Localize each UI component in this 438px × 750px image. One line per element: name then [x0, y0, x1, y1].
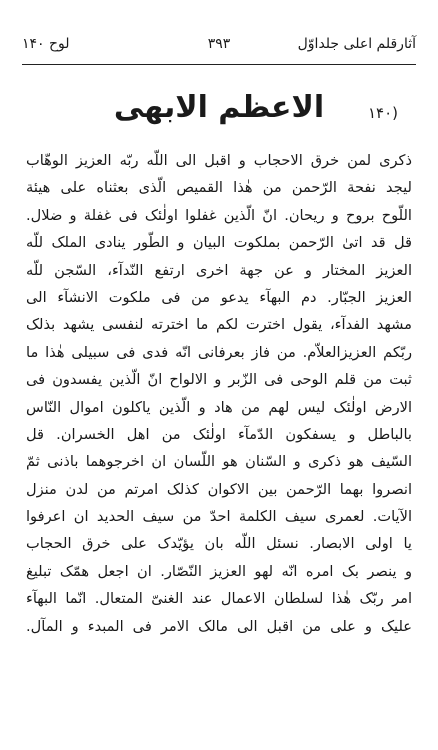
- tablet-title: الاعظم الابهی: [113, 90, 325, 125]
- tablet-body: [26, 147, 412, 640]
- text-line: امر ربّک هٰذا لسلطان الاعمال عند الغنیّ المتعال. انّما البهآء: [26, 590, 412, 608]
- text-line: انصروا بهما الرّحمن بین الاکوان کذلک امرتم من لدن منزل: [26, 480, 412, 498]
- book-title: آثارقلم اعلی جلداوّل: [297, 36, 416, 52]
- tablet-heading: [22, 90, 416, 136]
- header-rule: [22, 64, 416, 65]
- text-line: ربّکم العزیزالعلاّم. من فاز بعرفانی انّه فدی فی سبیلی هٰذا ما: [26, 343, 412, 361]
- tablet-number: (۱۴۰: [367, 104, 398, 122]
- text-line: لیجد نفحة الرّحمن من هٰذا القمیص الّذی بعثناه علی هیئة: [26, 179, 412, 197]
- text-line: قل قد اتیٰ الرّحمن بملکوت البیان و الطّور ینادی الملک للّه: [26, 234, 412, 252]
- text-line: العزیز الجبّار. دم البهآء یدعو من فی ملکوت الانشآء الی: [26, 288, 412, 306]
- text-line: و ینصر بک امره انّه لهو العزیز النّصّار. ان اجعل همّک تبلیغ: [26, 562, 412, 580]
- text-line: اللّوح بروح و ریحان. انّ الّذین غفلوا اولٰئک فی غفلة و ضلال.: [26, 206, 412, 224]
- text-line: علیک و علی من اقبل الی مالک الامر فی المبدء و المآل.: [26, 617, 412, 635]
- text-line: السّیف هو ذکری و السّنان هو اللّسان ان اخرجوهما باذنی ثمّ: [26, 453, 412, 471]
- text-line: مشهد الفدآء، یقول اخترت لکم ما اخترته لنفسی یشهد بذلک: [26, 316, 412, 334]
- text-line: العزیز المختار و عن جهة اخری ارتفع النّدآء، السّجن للّه: [26, 261, 412, 279]
- running-head: [22, 36, 416, 60]
- text-line: ثبت من قلم الوحی فی الزّبر و الالواح انّ الّذین یفسدون فی: [26, 371, 412, 389]
- text-line: الارض اولٰئک لیس لهم من هاد و الّذین یاکلون اموال النّاس: [26, 398, 412, 416]
- text-line: الآیات. لعمری سیف الکلمة احدّ من سیف الحدید ان اعرفوا: [26, 508, 412, 526]
- text-line: بالباطل و یسفکون الدّمآء اولٰئک من اهل الخسران. قل: [26, 425, 412, 443]
- text-line: یا اولی الابصار. نسئل اللّه بان یؤیّدک علی خرق الحجاب: [26, 535, 412, 553]
- text-line: ذکری لمن خرق الاحجاب و اقبل الی اللّه ربّه العزیز الوهّاب: [26, 152, 412, 169]
- page-number: ۳۹۳: [207, 36, 231, 52]
- tablet-label: لوح ۱۴۰: [22, 36, 70, 52]
